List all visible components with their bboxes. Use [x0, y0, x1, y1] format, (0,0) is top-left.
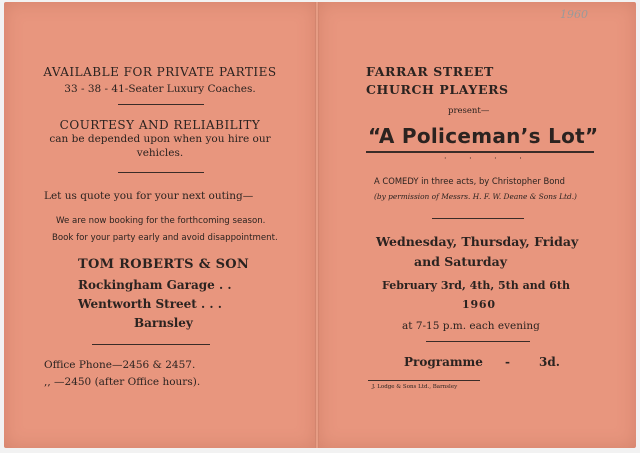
programme-label: Programme [404, 355, 483, 369]
programme-price: 3d. [539, 355, 560, 369]
vehicles-line: vehicles. [136, 147, 184, 159]
handwritten-year: 1960 [560, 8, 588, 21]
coaches-line: 33 - 38 - 41-Seater Luxury Coaches. [64, 83, 256, 95]
depended-line: can be depended upon when you hire our [49, 133, 271, 145]
ornament-dots: · · · · [444, 154, 532, 163]
office-phone-line: Office Phone—2456 & 2457. [44, 359, 196, 371]
divider-rule [432, 218, 524, 219]
business-name: TOM ROBERTS & SON [78, 257, 250, 272]
divider-rule [426, 341, 530, 342]
printer-credit: J. Lodge & Sons Ltd., Barnsley [372, 384, 458, 390]
performance-days: Wednesday, Thursday, Friday [376, 234, 579, 249]
address-line: Wentworth Street . . . [78, 297, 222, 311]
performance-dates: February 3rd, 4th, 5th and 6th [382, 279, 570, 292]
address-line: Rockingham Garage . . [78, 278, 232, 292]
comedy-line: A COMEDY in three acts, by Christopher Bond [374, 176, 565, 186]
divider-rule [118, 104, 204, 105]
presents-label: present— [448, 106, 490, 116]
programme-dash: - [505, 355, 510, 369]
quote-line: Let us quote you for your next outing— [44, 190, 254, 202]
courtesy-heading: COURTESY AND RELIABILITY [59, 118, 261, 132]
company-name: FARRAR STREET [366, 64, 494, 79]
play-title: “A Policeman’s Lot” [368, 124, 599, 148]
company-name: CHURCH PLAYERS [366, 82, 509, 97]
printer-rule [368, 380, 480, 381]
after-hours-phone-line: ,, —2450 (after Office hours). [44, 376, 201, 388]
available-heading: AVAILABLE FOR PRIVATE PARTIES [43, 65, 277, 79]
performance-year: 1960 [462, 298, 496, 311]
performance-days: and Saturday [414, 254, 507, 269]
permission-line: (by permission of Messrs. H. F. W. Deane & Sons Ltd.) [374, 192, 577, 201]
title-underline [366, 151, 594, 153]
book-early-line: Book for your party early and avoid disappointment. [52, 233, 278, 243]
divider-rule [92, 344, 210, 345]
divider-rule [118, 172, 204, 173]
address-line: Barnsley [134, 316, 193, 330]
performance-time: at 7-15 p.m. each evening [402, 320, 540, 332]
booking-line: We are now booking for the forthcoming season. [56, 216, 266, 226]
